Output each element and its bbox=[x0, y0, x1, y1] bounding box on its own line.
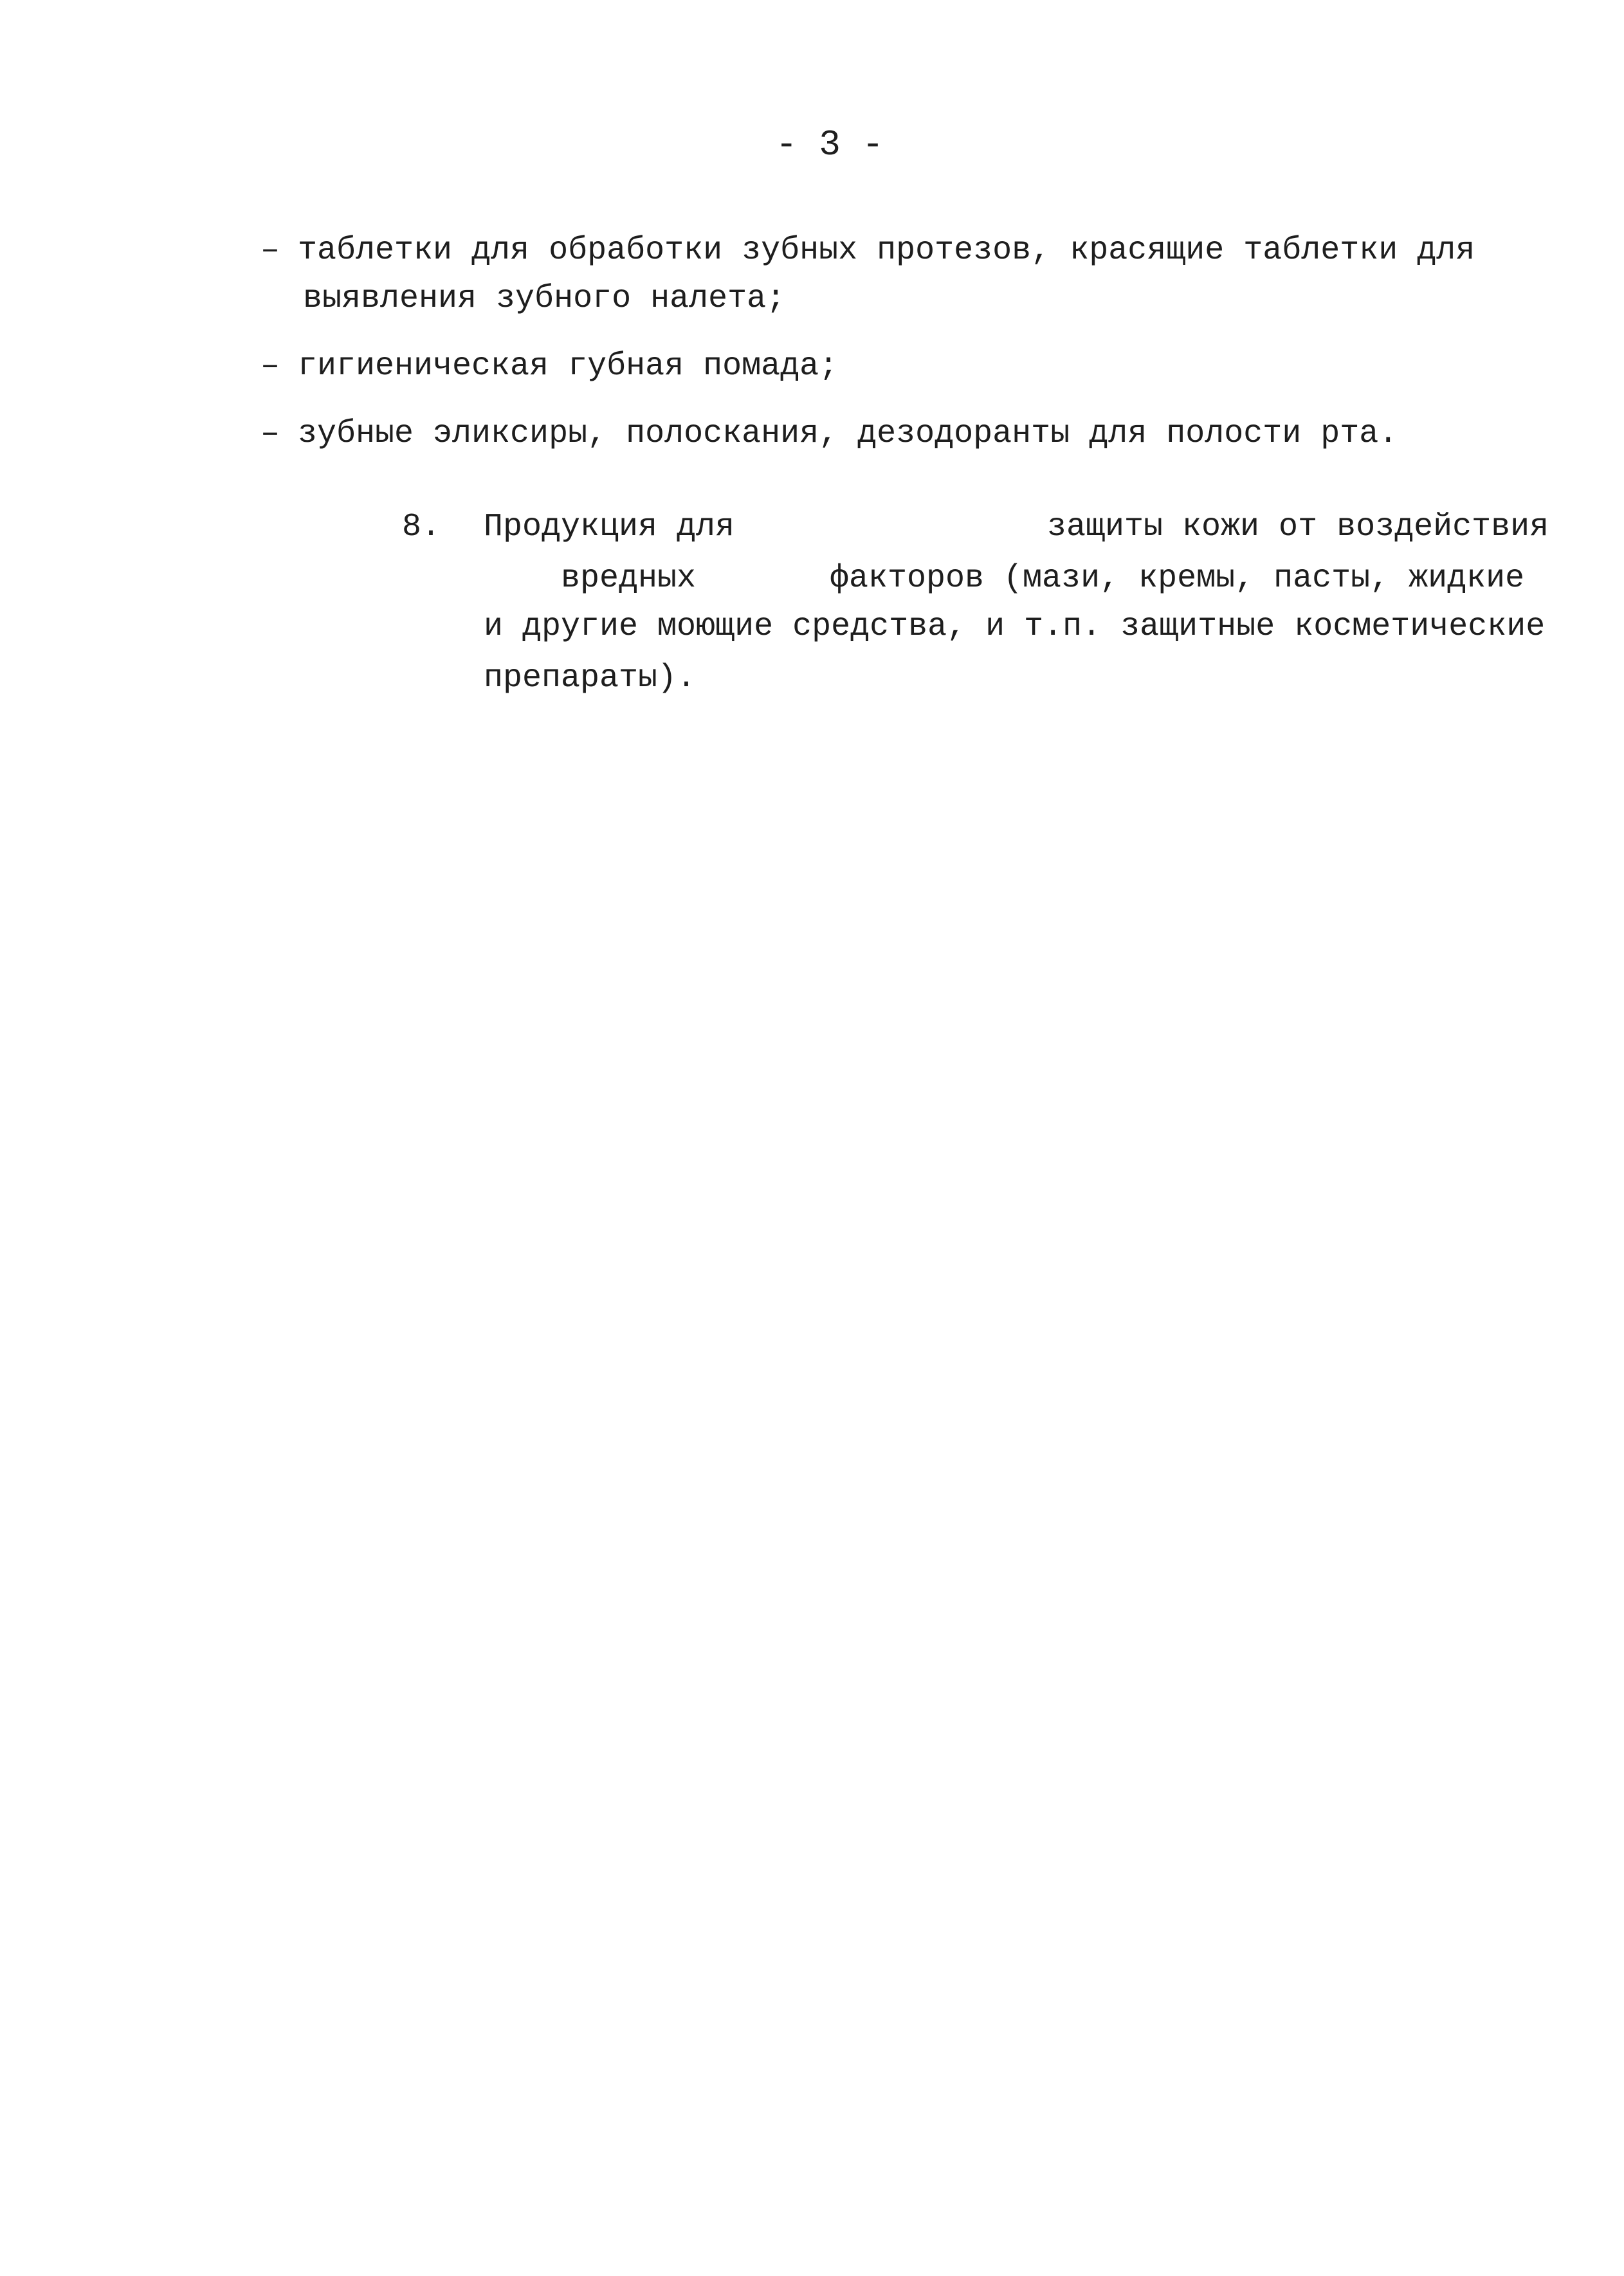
item-8-line-2b: факторов (мази, кремы, пасты, жидкие bbox=[830, 560, 1525, 597]
item-8-line-3: и другие моющие средства, и т.п. защитные косметические bbox=[484, 608, 1546, 645]
bullet-2-line-1 bbox=[260, 344, 838, 389]
bullet-3-line-1 bbox=[260, 412, 1398, 457]
item-8-line-1a: Продукция для bbox=[484, 509, 735, 545]
bullet-3-marker: – bbox=[260, 415, 280, 452]
item-8-number: 8. bbox=[402, 509, 441, 545]
bullet-3-text-1: зубные эликсиры, полоскания, дезодоранты для полости рта. bbox=[298, 415, 1398, 452]
item-8-line-1b: защиты кожи от воздействия bbox=[1047, 509, 1549, 545]
bullet-1-line-1 bbox=[260, 228, 1475, 273]
bullet-1-marker: – bbox=[260, 232, 280, 269]
bullet-1-line-2: выявления зубного налета; bbox=[303, 280, 786, 317]
bullet-2-text-1: гигиеническая губная помада; bbox=[298, 348, 839, 385]
bullet-1-text-1: таблетки для обработки зубных протезов, красящие таблетки для bbox=[298, 232, 1475, 269]
bullet-2-marker: – bbox=[260, 348, 280, 385]
item-8-line-2a: вредных bbox=[561, 560, 697, 597]
item-8-line-4: препараты). bbox=[484, 660, 697, 696]
page-number: - 3 - bbox=[775, 124, 884, 165]
